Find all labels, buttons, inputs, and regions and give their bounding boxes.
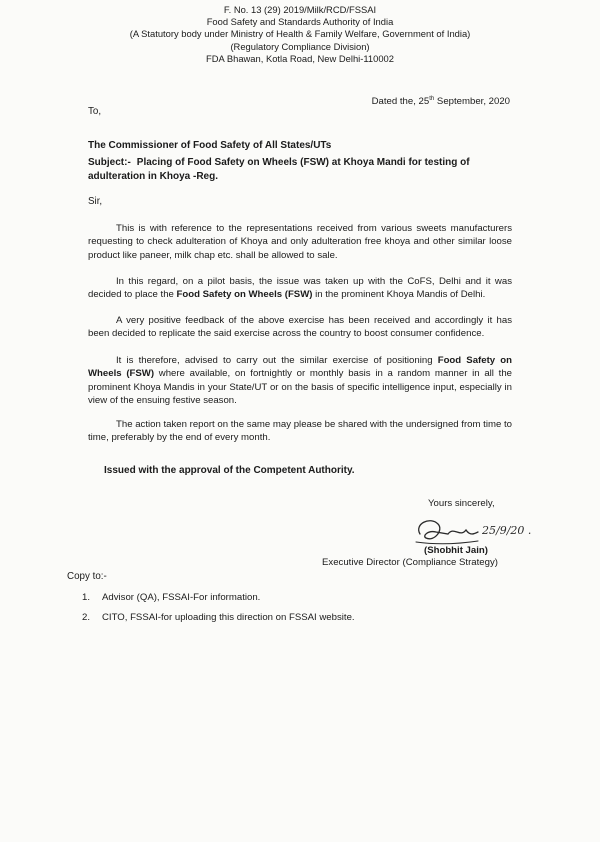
subject-text: Placing of Food Safety on Wheels (FSW) at Khoya Mandi for testing of adulteration in Khoya -Reg. — [88, 157, 470, 182]
paragraph-4: It is therefore, advised to carry out the similar exercise of positioning Food Safety on Wheels (FSW) where available, on fortnightly or monthly basis in a random manner in all the prominent Khoya Mandis in your State/UT or on the basis of specific intelligence input, especially in view of the ensuing festive season. — [88, 355, 512, 407]
addressee: The Commissioner of Food Safety of All States/UTs — [88, 140, 332, 151]
list-item: 2. CITO, FSSAI-for uploading this direction on FSSAI website. — [82, 612, 355, 623]
paragraph-5: The action taken report on the same may please be shared with the undersigned from time to time, preferably by the end of every month. — [88, 419, 512, 444]
division-name: (Regulatory Compliance Division) — [230, 40, 370, 52]
signature-date: 25/9/20 . — [482, 524, 532, 537]
subject-label: Subject:- — [88, 157, 131, 168]
signer-designation: Executive Director (Compliance Strategy) — [322, 557, 498, 568]
list-item: 1. Advisor (QA), FSSAI-For information. — [82, 592, 261, 603]
paragraph-1: This is with reference to the representations received from various sweets manufacturers requesting to check adulteration of Khoya and only adulteration free khoya and other similar loose product like paneer, milk chap etc. shall be allowed to sale. — [88, 223, 512, 261]
organization-name: Food Safety and Standards Authority of India — [206, 16, 394, 28]
letter-date: Dated the, 25th September, 2020 — [371, 96, 510, 108]
to-label: To, — [88, 106, 102, 117]
office-address: FDA Bhawan, Kotla Road, New Delhi-110002 — [206, 52, 394, 64]
letterhead — [0, 4, 600, 65]
statutory-line: (A Statutory body under Ministry of Health & Family Welfare, Government of India) — [129, 28, 471, 40]
approval-note: Issued with the approval of the Competent Authority. — [104, 465, 355, 476]
subject-line — [88, 156, 512, 184]
copy-to-list — [82, 592, 355, 632]
salutation: Sir, — [88, 196, 103, 207]
paragraph-2: In this regard, on a pilot basis, the issue was taken up with the CoFS, Delhi and it was decided to place the Food Safety on Wheels (FSW) in the prominent Khoya Mandis of Delhi. — [88, 276, 512, 301]
paragraph-3: A very positive feedback of the above exercise has been received and accordingly it has been decided to replicate the said exercise across the country to boost consumer confidence. — [88, 315, 512, 340]
yours-sincerely: Yours sincerely, — [428, 498, 495, 509]
copy-to-heading: Copy to:- — [67, 571, 107, 582]
file-number: F. No. 13 (29) 2019/Milk/RCD/FSSAI — [223, 4, 377, 15]
signer-name: (Shobhit Jain) — [424, 545, 488, 556]
